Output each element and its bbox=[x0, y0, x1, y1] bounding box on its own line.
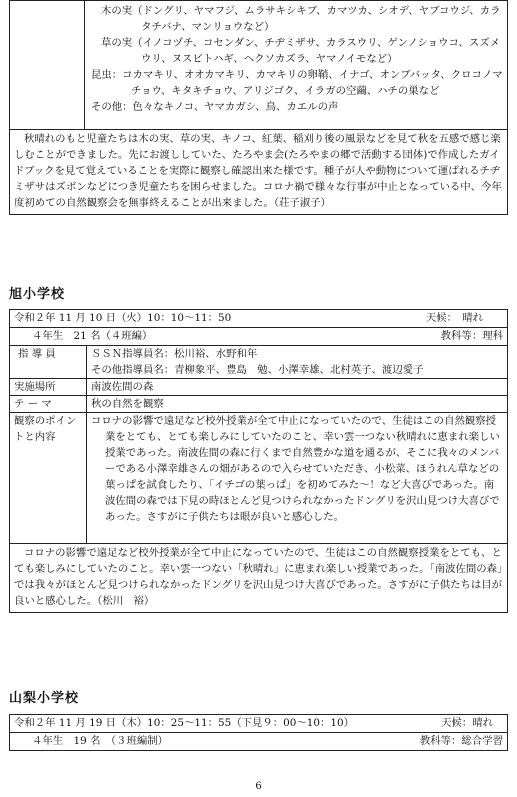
grade-row bbox=[10, 328, 508, 346]
date-text: 令和２年 11 月 10 日（火）10：10～11：50 bbox=[14, 312, 232, 324]
section-heading: 山梨小学校 bbox=[9, 691, 80, 706]
date-row bbox=[10, 310, 508, 328]
yamanashi-report-table bbox=[9, 714, 508, 751]
subject-text: 教科等：理科 bbox=[440, 330, 503, 342]
theme-value: 秋の自然を観察 bbox=[87, 396, 508, 413]
leader-cell bbox=[87, 346, 508, 379]
subject-text: 教科等：総合学習 bbox=[419, 735, 503, 747]
list-item bbox=[91, 99, 503, 115]
summary-text: 秋晴れのもと児童たちは木の実、草の実、キノコ、紅葉、稲刈り後の風景などを見て秋を五感で感じ楽しむことができました。先にお渡ししていた、たろやま会(たろやまの郷で活動する団体)で作成したガイドブックを見て覚えていることを実際に観察し確認出来た様です。種子が人や動物について運ばれるチヂミザサはズボンなどにつき児童たちを困らせました。コロナ禍で様々な行事が中止となっている中、今年度初めての自然観察会を無事終えることが出来ました。（荘子淑子） bbox=[14, 133, 502, 209]
theme-label: テ ー マ bbox=[10, 396, 87, 413]
grade-text: ４年生 19 名 （３班編制） bbox=[32, 735, 169, 747]
list-item bbox=[91, 35, 503, 67]
grade-text: ４年生 21 名（４班編） bbox=[32, 330, 153, 342]
observation-list-cell bbox=[85, 1, 508, 130]
summary-cell bbox=[10, 130, 508, 215]
list-item-text: その他：色々なキノコ、ヤマカガシ、鳥、カエルの声 bbox=[91, 101, 339, 113]
grade-row bbox=[10, 733, 508, 751]
place-value: 南波佐間の森 bbox=[87, 379, 508, 396]
list-item-text: 昆虫：コカマキリ、オオカマキリ、カマキリの卵鞘、イナゴ、オンブバッタ、クロコノマチョウ、キタキチョウ、アリジゴク、イラガの空繭、ハチの巣など bbox=[91, 69, 503, 97]
list-item-text: 草の実（イノコヅチ、コセンダン、チヂミザサ、カラスウリ、ゲンノショウコ、スズメウリ、ヌスビトハギ、ヘクソカズラ、ヤマノイモなど） bbox=[101, 37, 500, 65]
leader-label: 指 導 員 bbox=[10, 346, 87, 379]
weather-text: 天候： 晴れ bbox=[425, 312, 483, 324]
summary-cell bbox=[10, 544, 508, 613]
asahi-report-table bbox=[9, 309, 508, 613]
page-number: 6 bbox=[255, 781, 262, 792]
points-value bbox=[87, 413, 508, 544]
place-label: 実施場所 bbox=[10, 379, 87, 396]
list-item bbox=[91, 67, 503, 99]
section-heading: 旭小学校 bbox=[9, 287, 66, 302]
other-leaders: その他指導員名：青柳象平、豊島 勉、小澤幸雄、北村英子、渡辺愛子 bbox=[91, 364, 424, 376]
ssn-leaders: ＳＳＮ指導員名：松川裕、水野和年 bbox=[91, 348, 258, 360]
continued-report-table bbox=[9, 0, 508, 215]
empty-label-cell bbox=[10, 1, 85, 130]
points-text: コロナの影響で遠足など校外授業が全て中止になっていたので、生徒はこの自然観察授業をとても、とても楽しみにしていたのこと、幸い雲一つない秋晴れに恵まれ楽しい授業であった。南波佐間の森に行くまで自然豊かな道を通るが、そこに我々のメンバーである小澤幸雄さんの畑があるので入らせていただき、小松菜、ほうれん草などの葉っぱを試食したり、「イチゴの葉っぱ」を初めてみた～！など大喜びであった。南波佐間の森では下見の時ほとんど見つけられなかったドングリを沢山見つけ大喜びであった。さすがに子供たちは眼が良いと感心した。 bbox=[91, 415, 500, 523]
summary-text: コロナの影響で遠足など校外授業が全て中止になっていたので、生徒はこの自然観察授業をとても、とても楽しみにしていたのこと。幸い雲一つない「秋晴れ」に恵まれ楽しい授業であった。「南波佐間の森」では我々がほとんど見つけられなかったドングリを沢山見つけ大喜びであった。さすがに子供たちは目が良いと感心した。（松川 裕） bbox=[14, 547, 503, 607]
list-item bbox=[91, 3, 503, 35]
weather-text: 天候：晴れ bbox=[441, 717, 493, 729]
date-text: 令和２年 11 月 19 日（木）10：25～11：55（下見９：00～10：10） bbox=[14, 717, 355, 729]
points-label: 観察のポイントと内容 bbox=[10, 413, 87, 544]
list-item-text: 木の実（ドングリ、ヤマフジ、ムラサキシキブ、カマツカ、シオデ、ヤブコウジ、カラタチバナ、マンリョウなど） bbox=[101, 5, 501, 33]
date-row bbox=[10, 715, 508, 733]
